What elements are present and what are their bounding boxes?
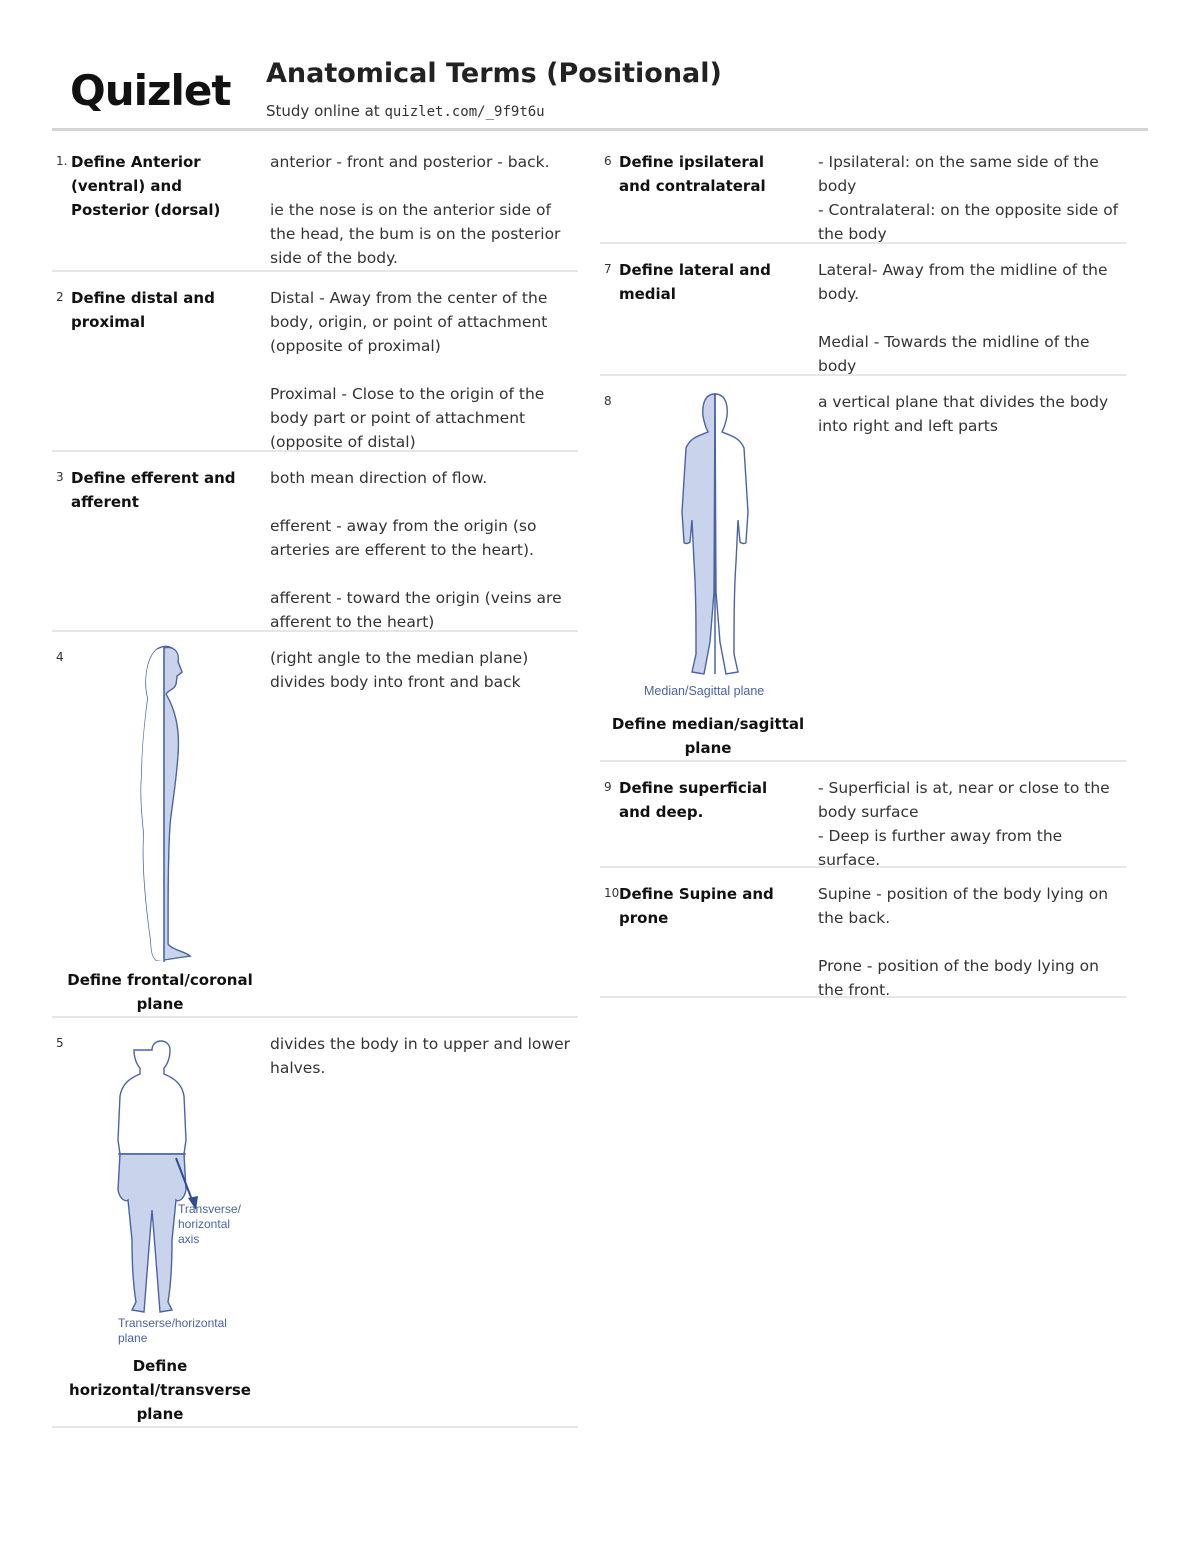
card-definition: Lateral- Away from the midline of the body. Medial - Towards the midline of the body <box>818 261 1108 375</box>
card-definition: divides the body in to upper and lower halves. <box>270 1035 570 1077</box>
card-4 <box>52 640 578 1018</box>
card-term: Define superficial and deep. <box>619 779 768 821</box>
card-definition: Supine - position of the body lying on the back. Prone - position of the body lying on the front. <box>818 885 1109 999</box>
card-term: Define horizontal/transverse plane <box>69 1357 251 1423</box>
card-definition: - Superficial is at, near or close to the body surface - Deep is further away from the surface. <box>818 779 1110 869</box>
card-1 <box>52 146 578 272</box>
subtitle-prefix: Study online at <box>266 102 385 120</box>
frontal-plane-figure <box>132 644 202 964</box>
card-term: Define Anterior (ventral) and Posterior (dorsal) <box>71 153 221 219</box>
card-term: Define lateral and medial <box>619 261 771 303</box>
page-title: Anatomical Terms (Positional) <box>266 58 722 89</box>
plane-caption-line: plane <box>118 1331 148 1345</box>
card-3 <box>52 460 578 632</box>
card-2 <box>52 280 578 452</box>
plane-caption <box>118 1316 227 1346</box>
plane-caption-line: Transerse/horizontal <box>118 1316 227 1330</box>
card-6 <box>600 146 1126 244</box>
card-term: Define median/sagittal plane <box>611 715 805 757</box>
card-definition: - Ipsilateral: on the same side of the body - Contralateral: on the opposite side of the body <box>818 153 1119 243</box>
median-plane-caption: Median/Sagittal plane <box>644 684 765 698</box>
card-number: 6 <box>604 154 612 168</box>
card-5 <box>52 1026 578 1428</box>
axis-caption-line: axis <box>178 1232 200 1246</box>
right-column <box>600 146 1126 1006</box>
card-definition: anterior - front and posterior - back. ie the nose is on the anterior side of the head, the bum is on the posterior side of the body. <box>270 153 561 267</box>
header-divider <box>52 128 1148 131</box>
card-term: Define frontal/coronal plane <box>67 971 253 1013</box>
card-definition: a vertical plane that divides the body into right and left parts <box>818 393 1109 435</box>
card-term: Define Supine and prone <box>619 885 774 927</box>
card-definition: Distal - Away from the center of the body, origin, or point of attachment (opposite of proximal) Proximal - Close to the origin of the body part or point of attachment (opposite of distal) <box>270 289 548 451</box>
card-number: 7 <box>604 262 612 276</box>
axis-caption-line: horizontal <box>178 1217 231 1231</box>
card-10 <box>600 876 1126 998</box>
card-number: 8 <box>604 394 612 408</box>
card-term: Define distal and proximal <box>71 289 215 331</box>
card-9 <box>600 770 1126 868</box>
study-url-link[interactable]: quizlet.com/_9f9t6u <box>384 104 545 120</box>
card-number: 10. <box>604 886 624 900</box>
card-definition: both mean direction of flow. efferent - away from the origin (so arteries are efferent to the heart). afferent - toward the origin (veins are afferent to the heart) <box>270 469 562 631</box>
card-number: 3 <box>56 470 64 484</box>
card-8 <box>600 384 1126 762</box>
axis-caption <box>178 1202 241 1247</box>
card-definition: (right angle to the median plane) divides body into front and back <box>270 649 529 691</box>
quizlet-logo: Quizlet <box>70 66 231 115</box>
median-plane-figure <box>670 392 760 682</box>
card-number: 1. <box>56 154 68 168</box>
card-number: 4 <box>56 650 64 664</box>
left-column <box>52 146 578 1436</box>
card-number: 9 <box>604 780 612 794</box>
card-number: 2 <box>56 290 64 304</box>
card-number: 5 <box>56 1036 64 1050</box>
transverse-plane-figure <box>112 1040 252 1340</box>
axis-caption-line: Transverse/ <box>178 1202 241 1216</box>
card-term: Define ipsilateral and contralateral <box>619 153 766 195</box>
card-7 <box>600 252 1126 376</box>
card-term: Define efferent and afferent <box>71 469 236 511</box>
study-online-line <box>266 102 545 120</box>
